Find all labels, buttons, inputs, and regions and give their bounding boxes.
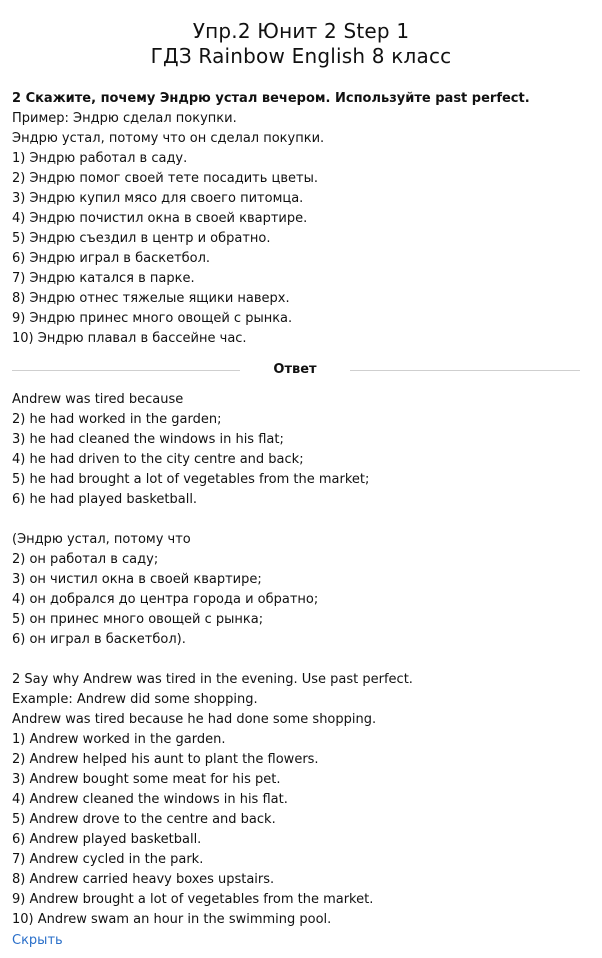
translation-item: 4) он добрался до центра города и обратно; [12,592,319,607]
task-en-item: 8) Andrew carried heavy boxes upstairs. [12,872,275,887]
task-ru-example-label: Пример: Эндрю сделал покупки. [12,111,237,126]
task-ru-item: 3) Эндрю купил мясо для своего питомца. [12,191,304,206]
answer-label: Ответ [273,362,317,377]
page-title: Упр.2 Юнит 2 Step 1 [192,19,410,43]
divider-line-right [350,370,580,371]
translation-section [12,530,592,650]
page-subtitle: ГДЗ Rainbow English 8 класс [150,44,452,68]
answer-item: 3) he had cleaned the windows in his flat; [12,432,284,447]
task-ru-section [12,89,592,349]
answer-divider [12,360,580,380]
task-en-item: 1) Andrew worked in the garden. [12,732,226,747]
task-en-item: 3) Andrew bought some meat for his pet. [12,772,281,787]
answer-item: 5) he had brought a lot of vegetables from the market; [12,472,370,487]
answer-item: 2) he had worked in the garden; [12,412,222,427]
task-en-section [12,670,592,930]
answer-item: 4) he had driven to the city centre and back; [12,452,304,467]
divider-line-left [12,370,240,371]
task-ru-item: 8) Эндрю отнес тяжелые ящики наверх. [12,291,290,306]
task-ru-item: 5) Эндрю съездил в центр и обратно. [12,231,271,246]
task-ru-example-answer: Эндрю устал, потому что он сделал покупки. [12,131,325,146]
task-en-item: 9) Andrew brought a lot of vegetables from the market. [12,892,374,907]
task-ru-item: 10) Эндрю плавал в бассейне час. [12,331,247,346]
translation-item: 3) он чистил окна в своей квартире; [12,572,262,587]
answer-intro: Andrew was tired because [12,392,184,407]
task-en-item: 4) Andrew cleaned the windows in his flat. [12,792,288,807]
task-en-item: 10) Andrew swam an hour in the swimming pool. [12,912,332,927]
task-ru-item: 9) Эндрю принес много овощей с рынка. [12,311,293,326]
translation-intro: (Эндрю устал, потому что [12,532,191,547]
task-ru-item: 4) Эндрю почистил окна в своей квартире. [12,211,308,226]
answer-item: 6) he had played basketball. [12,492,198,507]
task-ru-heading: 2 Скажите, почему Эндрю устал вечером. Используйте past perfect. [12,91,530,106]
task-en-example-label: Example: Andrew did some shopping. [12,692,258,707]
task-ru-item: 6) Эндрю играл в баскетбол. [12,251,211,266]
task-en-example-answer: Andrew was tired because he had done some shopping. [12,712,377,727]
task-ru-item: 7) Эндрю катался в парке. [12,271,195,286]
task-ru-item: 2) Эндрю помог своей тете посадить цветы. [12,171,319,186]
task-en-item: 7) Andrew cycled in the park. [12,852,204,867]
hide-answer-link[interactable]: Скрыть [12,933,63,948]
task-en-item: 5) Andrew drove to the centre and back. [12,812,276,827]
task-en-heading: 2 Say why Andrew was tired in the evening. Use past perfect. [12,672,413,687]
task-ru-item: 1) Эндрю работал в саду. [12,151,188,166]
translation-item: 6) он играл в баскетбол). [12,632,186,647]
translation-item: 2) он работал в саду; [12,552,159,567]
translation-item: 5) он принес много овощей с рынка; [12,612,264,627]
task-en-item: 2) Andrew helped his aunt to plant the flowers. [12,752,319,767]
task-en-item: 6) Andrew played basketball. [12,832,202,847]
answer-section [12,390,592,510]
